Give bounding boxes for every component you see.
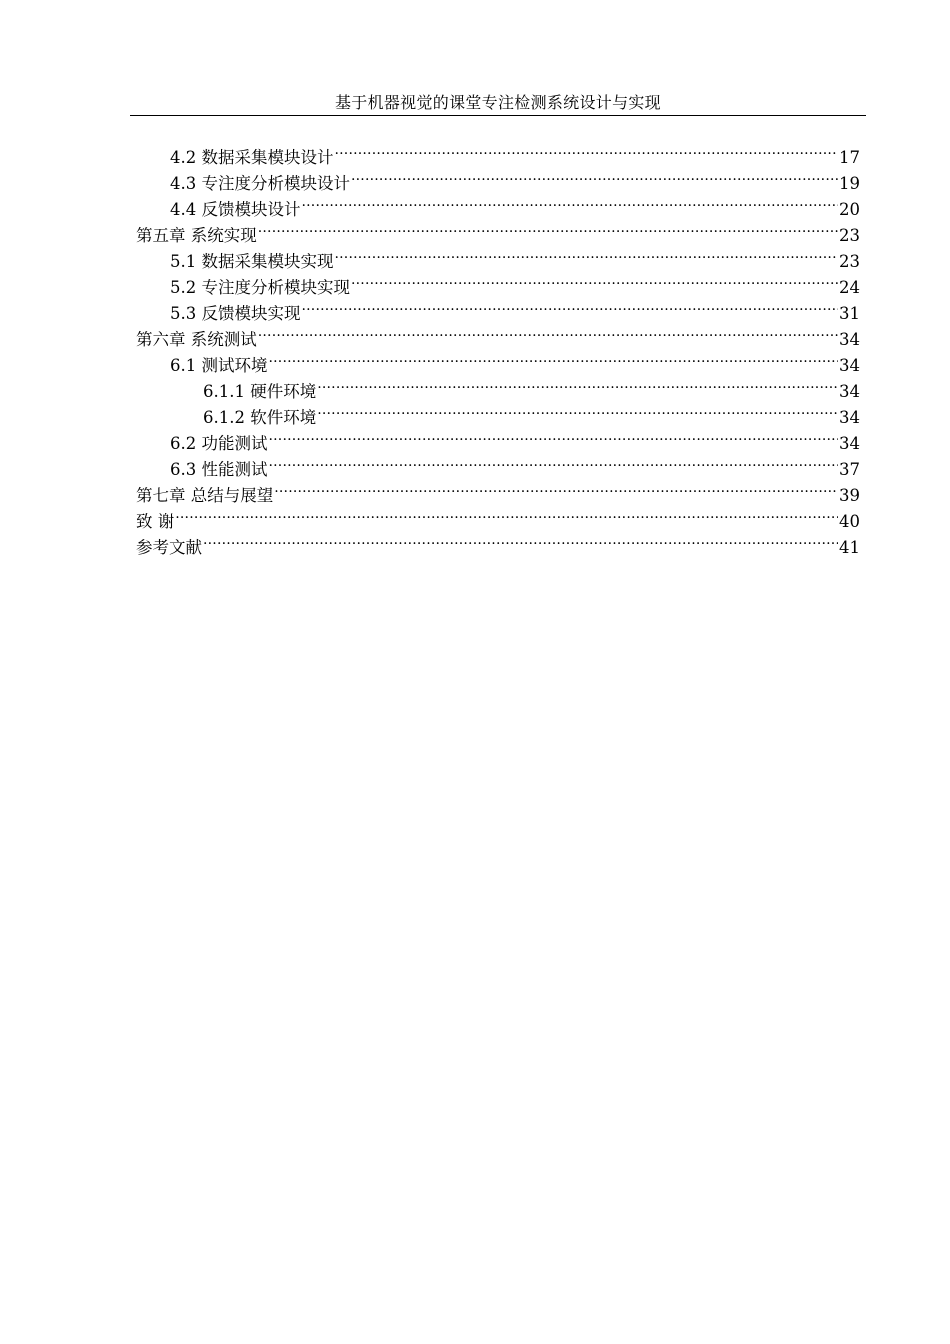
toc-entry-page-number: 17 xyxy=(839,148,860,167)
toc-entry-page-number: 31 xyxy=(839,304,860,323)
toc-entry[interactable] xyxy=(136,527,860,557)
toc-entry-title: 4.3 专注度分析模块设计 xyxy=(170,174,350,193)
toc-entry-title: 5.3 反馈模块实现 xyxy=(170,304,301,323)
toc-entry-page-number: 34 xyxy=(839,330,860,349)
toc-dot-leader xyxy=(302,293,839,319)
toc-entry-title: 第七章 总结与展望 xyxy=(136,486,274,505)
table-of-contents xyxy=(136,137,860,557)
toc-dot-leader xyxy=(175,501,838,527)
toc-dot-leader xyxy=(351,163,838,189)
toc-entry-page-number: 37 xyxy=(839,460,860,479)
toc-entry-title: 5.1 数据采集模块实现 xyxy=(170,252,334,271)
toc-dot-leader xyxy=(269,345,839,371)
toc-entry-page-number: 41 xyxy=(839,538,860,557)
toc-entry-title: 参考文献 xyxy=(136,538,202,557)
toc-dot-leader xyxy=(317,397,838,423)
toc-dot-leader xyxy=(258,319,838,345)
toc-entry-page-number: 34 xyxy=(839,408,860,427)
toc-entry-title: 第六章 系统测试 xyxy=(136,330,257,349)
toc-entry-page-number: 39 xyxy=(839,486,860,505)
toc-dot-leader xyxy=(269,423,839,449)
toc-entry-page-number: 23 xyxy=(839,252,860,271)
toc-entry-title: 6.1.2 软件环境 xyxy=(203,408,317,427)
toc-entry-title: 5.2 专注度分析模块实现 xyxy=(170,278,350,297)
toc-entry-title: 第五章 系统实现 xyxy=(136,226,257,245)
toc-dot-leader xyxy=(302,189,839,215)
toc-entry-page-number: 40 xyxy=(839,512,860,531)
toc-entry-page-number: 23 xyxy=(839,226,860,245)
toc-entry-title: 6.3 性能测试 xyxy=(170,460,268,479)
toc-entry-title: 6.1 测试环境 xyxy=(170,356,268,375)
toc-dot-leader xyxy=(335,137,839,163)
toc-dot-leader xyxy=(335,241,839,267)
toc-dot-leader xyxy=(351,267,838,293)
toc-dot-leader xyxy=(269,449,839,475)
toc-entry-title: 4.4 反馈模块设计 xyxy=(170,200,301,219)
toc-dot-leader xyxy=(258,215,838,241)
toc-entry[interactable] xyxy=(136,137,860,167)
toc-dot-leader xyxy=(317,371,838,397)
toc-entry-page-number: 24 xyxy=(839,278,860,297)
toc-entry-page-number: 19 xyxy=(839,174,860,193)
toc-entry-page-number: 34 xyxy=(839,382,860,401)
toc-dot-leader xyxy=(203,527,838,553)
toc-entry-page-number: 34 xyxy=(839,356,860,375)
header-rule xyxy=(130,115,866,116)
toc-entry-title: 4.2 数据采集模块设计 xyxy=(170,148,334,167)
running-header: 基于机器视觉的课堂专注检测系统设计与实现 xyxy=(334,93,661,112)
toc-entry-title: 6.1.1 硬件环境 xyxy=(203,382,317,401)
toc-dot-leader xyxy=(274,475,838,501)
toc-entry-page-number: 34 xyxy=(839,434,860,453)
toc-entry-page-number: 20 xyxy=(839,200,860,219)
toc-entry-title: 致 谢 xyxy=(136,512,175,531)
toc-entry[interactable] xyxy=(136,501,860,531)
toc-entry-title: 6.2 功能测试 xyxy=(170,434,268,453)
